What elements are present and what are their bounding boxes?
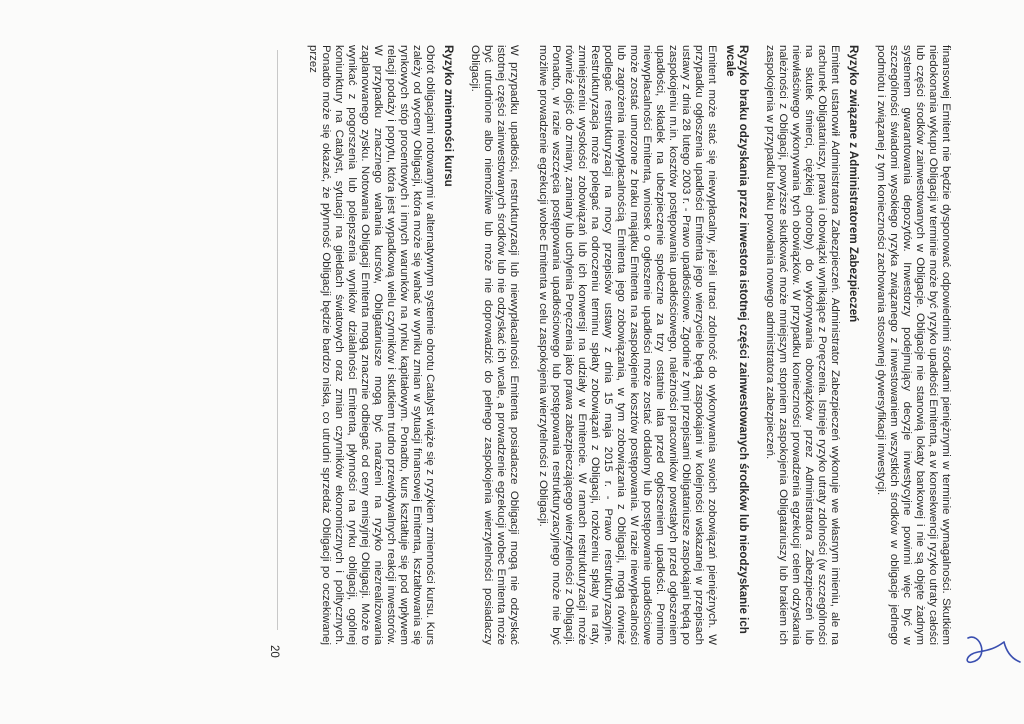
heading-recovery-risk: Ryzyko braku odzyskania przez inwestora istotnej części zainwestowanych środków lub nieodzyskanie ich wcale [723,45,750,634]
heading-price-volatility: Ryzyko zmienności kursu [442,45,455,187]
footer-rule [277,50,278,630]
signature-stroke-icon [960,628,1024,668]
handwritten-signature [960,628,1024,668]
paragraph-recovery-consequences: W przypadku upadłości, restrukturyzacji lub niewypłacalności Emitenta posiadacze Obligacji mogą nie odzyskać istotnej części zainwestowanych środków lub nie odzyskać ich wcale, a prowadzenie egzekucji wobec Emitenta może być utrudnione albo niemożliwe lub może nie doprowadzić do pełnego zaspokojenia wierzytelności posiadaczy Obligacji. [469,45,520,645]
paragraph-recovery-risk: Emitent może stać się niewypłacalny, jeżeli utraci zdolność do wykonywania swoich zobowiązań pieniężnych. W przypadku ogłoszenia upadłości Emitenta jego wierzyciele będą zaspokajani w kolejności wskazanej w przepisach ustawy z dnia 28 lutego 2003 r. - Prawo upadłościowe. Zgodnie z tymi przepisami Obligatariusze zaspokajani będą po zaspokojeniu m.in. kosztów postępowania upadłościowego, należności pracowników powstałych przed ogłoszeniem upadłości, składek na ubezpieczenie społeczne za trzy ostatnie lata przed ogłoszeniem upadłości. Pomimo niewypłacalności Emitenta, wniosek o ogłoszenie upadłości może zostać oddalony lub postępowanie upadłościowe może zostać umorzone z braku majątku Emitenta na zaspokojenie kosztów postępowania. W razie niewypłacalności lub zagrożenia niewypłacalnością Emitenta jego zobowiązania, w tym zobowiązania z Obligacji, mogą również podlegać restrukturyzacji na mocy przepisów ustawy z dnia 15 maja 2015 r. - Prawo restrukturyzacyjne. Restrukturyzacja może polegać na odroczeniu terminu spłaty zobowiązań z Obligacji, rozłożeniu spłaty na raty, zmniejszeniu wysokości zobowiązań lub ich konwersji na udziały w Emitencie. W ramach restrukturyzacji może również dojść do zmiany, zamiany lub uchylenia Poręczenia jako prawa zabezpieczającego wierzytelności z Obligacji. Ponadto, w razie wszczęcia postępowania upadłościowego lub postępowania restrukturyzacyjnego może nie być możliwe prowadzenie egzekucji wobec Emitenta w celu zaspokojenia wierzytelności z Obligacji. [536,45,718,645]
section-recovery-2 [468,45,520,645]
section-price [306,45,455,645]
rotated-document-page [0,35,960,675]
paragraph-price-volatility: Obrót obligacjami notowanymi w alternatywnym systemie obrotu Catalyst wiąże się z ryzykiem zmienności kursu. Kurs zależy od wyceny Obligacji, która może się wahać w wyniku zmian w sytuacji finansowej Emitenta, kształtowania się rynkowych stóp procentowych i innych warunków na rynku kapitałowym. Ponadto, kurs kształtuje się pod wpływem relacji podaży i popytu, która jest wypadkową wielu czynników i skutkiem trudno przewidywalnych reakcji inwestorów. W przypadku znacznego wahania kursów, Obligatariusze mogą być narażeni na ryzyko niezrealizowania zaplanowanego zysku. Notowania Obligacji Emitenta mogą znacznie odbiegać od ceny emisyjnej Obligacji. Może to wynikać z pogorszenia lub polepszenia wyników działalności Emitenta, płynności na rynku obligacji, ogólnej koniunktury na Catalyst, sytuacji na giełdach światowych oraz zmian czynników ekonomicznych i politycznych. Ponadto może się okazać, że płynność Obligacji będzie bardzo niska, co utrudni sprzedaż Obligacji po oczekiwanej przez [306,45,436,645]
page-number: 20 [268,645,280,658]
section-recovery [536,45,750,645]
section-intro [874,45,952,645]
paragraph-insolvency-risk: finansowej Emitent nie będzie dysponować odpowiednimi środkami pieniężnymi w terminie wymagalności. Skutkiem niedokonania wykupu Obligacji w terminie może być ryzyko upadłości Emitenta, a w konsekwencji ryzyko utraty całości lub części środków zainwestowanych w Obligacje. Obligacje nie stanowią lokaty bankowej i nie są objęte żadnym systemem gwarantowania depozytów. Inwestorzy podejmujący decyzje inwestycyjne powinni więc być w szczególności świadomi wysokiego ryzyka związanego z inwestowaniem wszystkich środków w obligacje jednego podmiotu i związanej z tym konieczności zachowania stosownej dywersyfikacji inwestycji. [875,45,952,645]
section-admin [763,45,860,645]
heading-admin-risk: Ryzyko związane z Administratorem Zabezpieczeń [847,45,860,323]
paragraph-admin-risk: Emitent ustanowił Administratora Zabezpieczeń. Administrator Zabezpieczeń wykonuje we własnym imieniu, ale na rachunek Obligatariuszy, prawa i obowiązki wynikające z Poręczenia. Istnieje ryzyko utraty zdolności (w szczególności na skutek śmierci, ciężkiej choroby) do wykonywania obowiązków przez Administratora Zabezpieczeń lub niewłaściwego wykonywania tych obowiązków. W przypadku konieczności prowadzenia egzekucji celem odzyskania należności z Obligacji, powyższe skutkować może mniejszym stopniem zaspokojenia Obligatariuszy lub brakiem ich zaspokojenia w przypadku braku powołania nowego administratora zabezpieczeń. [763,45,841,645]
